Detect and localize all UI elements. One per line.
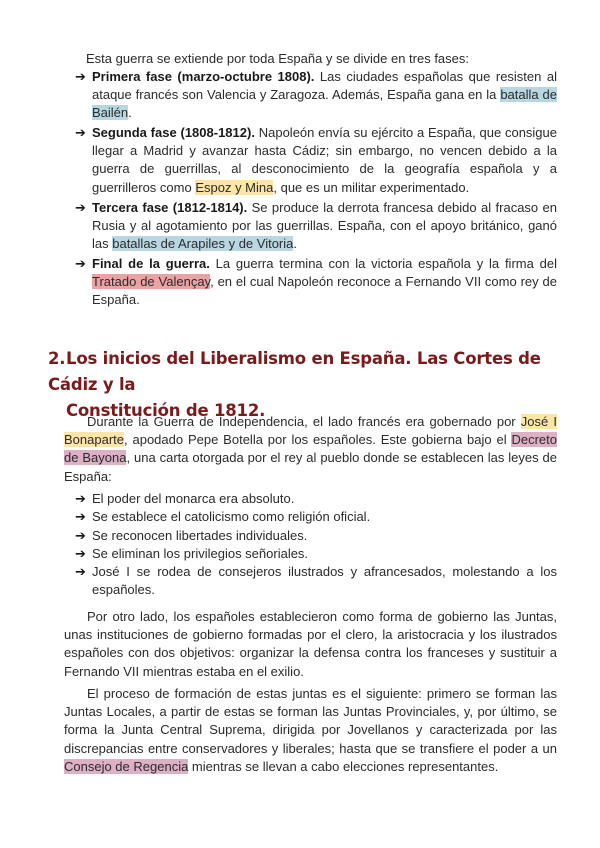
para-text: , apodado Pepe Botella por los españoles. Este gobierna bajo el bbox=[124, 432, 512, 448]
phase-text-end: . bbox=[128, 105, 132, 121]
arrow-bullet-icon: ➔ bbox=[75, 255, 86, 271]
laws-list bbox=[75, 490, 557, 600]
highlight-espoz-y-mina: Espoz y Mina bbox=[195, 179, 274, 195]
arrow-bullet-icon: ➔ bbox=[75, 545, 86, 561]
highlight-consejo-regencia: Consejo de Regencia bbox=[64, 758, 189, 774]
arrow-bullet-icon: ➔ bbox=[75, 69, 86, 84]
list-item-text: José I se rodea de consejeros ilustrados y afrancesados, molestando a los españoles. bbox=[92, 564, 557, 598]
list-item bbox=[75, 490, 557, 508]
para-text: , una carta otorgada por el rey al pueblo donde se establecen las leyes de España: bbox=[64, 450, 557, 484]
phase-item-1 bbox=[75, 68, 557, 122]
highlight-bailen: batalla de Bailén bbox=[92, 87, 557, 121]
intro-paragraph: Esta guerra se extiende por toda España y se divide en tres fases: bbox=[86, 51, 470, 66]
section-number: 2. bbox=[48, 349, 66, 368]
phase-text-end: , en el cual Napoleón reconoce a Fernando VII como rey de España. bbox=[92, 274, 557, 308]
section-title-line2: Constitución de 1812. bbox=[66, 401, 266, 420]
highlight-valencay: Tratado de Valençay bbox=[92, 274, 211, 290]
list-item bbox=[75, 527, 557, 545]
paragraph-juntas: Por otro lado, los españoles establecieron como forma de gobierno las Juntas, unas instituciones de gobierno formadas por el clero, la aristocracia y los ilustrados españoles con dos objetivos: organizar la defensa contra los franceses y sustituir a Fernando VII mientras estaba en el exilio. bbox=[64, 609, 557, 679]
war-phases-list bbox=[75, 68, 557, 311]
list-item-text: Se eliminan los privilegios señoriales. bbox=[92, 545, 309, 561]
paragraph-jose-bonaparte bbox=[64, 413, 557, 486]
phase-item-4 bbox=[75, 255, 557, 309]
phase-title: Primera fase (marzo-octubre 1808). bbox=[92, 69, 315, 84]
phase-text: La guerra termina con la victoria española y la firma del bbox=[209, 255, 557, 271]
list-item bbox=[75, 508, 557, 526]
highlight-arapiles-vitoria: batallas de Arapiles y de Vitoria bbox=[112, 235, 294, 251]
highlight-decreto-bayona: Decreto de Bayona bbox=[64, 432, 557, 466]
arrow-bullet-icon: ➔ bbox=[75, 125, 86, 141]
para-text: El proceso de formación de estas juntas es el siguiente: primero se forman las Juntas Locales, a partir de estas se forman las Juntas Provinciales, y, por último, se forma la Junta Central Suprema, dirigida por Jovellanos y caracterizada por las discrepancias entre conservadores y liberales; hasta que se transfiere el poder a un bbox=[64, 686, 557, 756]
phase-text-end: , que es un militar experimentado. bbox=[273, 179, 470, 195]
highlight-jose-bonaparte: José I Bonaparte bbox=[64, 414, 557, 448]
phase-text: Se produce la derrota francesa debido al fracaso en Rusia y al agotamiento por las guerrillas. España, con el apoyo británico, ganó las bbox=[92, 199, 557, 251]
list-item-text: Se establece el catolicismo como religión oficial. bbox=[92, 509, 371, 525]
arrow-bullet-icon: ➔ bbox=[75, 491, 86, 506]
arrow-bullet-icon: ➔ bbox=[75, 509, 86, 525]
phase-text: Napoleón envía su ejército a España, que consigue llegar a Madrid y avanzar hasta Cádiz; sin embargo, no vencen debido a la guerra de guerrillas, al desconocimiento de la geografía española y a guerrilleros como bbox=[92, 125, 558, 195]
para-text: mientras se llevan a cabo elecciones representantes. bbox=[188, 758, 499, 774]
list-item-text: Se reconocen libertades individuales. bbox=[92, 527, 308, 543]
arrow-bullet-icon: ➔ bbox=[75, 199, 86, 215]
list-item bbox=[75, 545, 557, 563]
phase-title: Tercera fase (1812-1814). bbox=[92, 199, 248, 215]
phase-item-3 bbox=[75, 199, 557, 253]
phase-item-2 bbox=[75, 124, 557, 196]
list-item-text: El poder del monarca era absoluto. bbox=[92, 491, 295, 506]
para-text: Durante la Guerra de Independencia, el lado francés era gobernado por bbox=[87, 414, 521, 429]
list-item bbox=[75, 563, 557, 600]
phase-text-end: . bbox=[293, 235, 298, 251]
paragraph-formacion-juntas bbox=[64, 685, 557, 776]
section-title-line1: Los inicios del Liberalismo en España. Las Cortes de Cádiz y la bbox=[48, 349, 541, 394]
phase-text: Las ciudades españolas que resisten al ataque francés son Valencia y Zaragoza. Además, España gana en la bbox=[92, 69, 557, 103]
phase-title: Final de la guerra. bbox=[92, 255, 210, 271]
arrow-bullet-icon: ➔ bbox=[75, 527, 86, 543]
phase-title: Segunda fase (1808-1812). bbox=[92, 125, 255, 141]
arrow-bullet-icon: ➔ bbox=[75, 564, 86, 580]
